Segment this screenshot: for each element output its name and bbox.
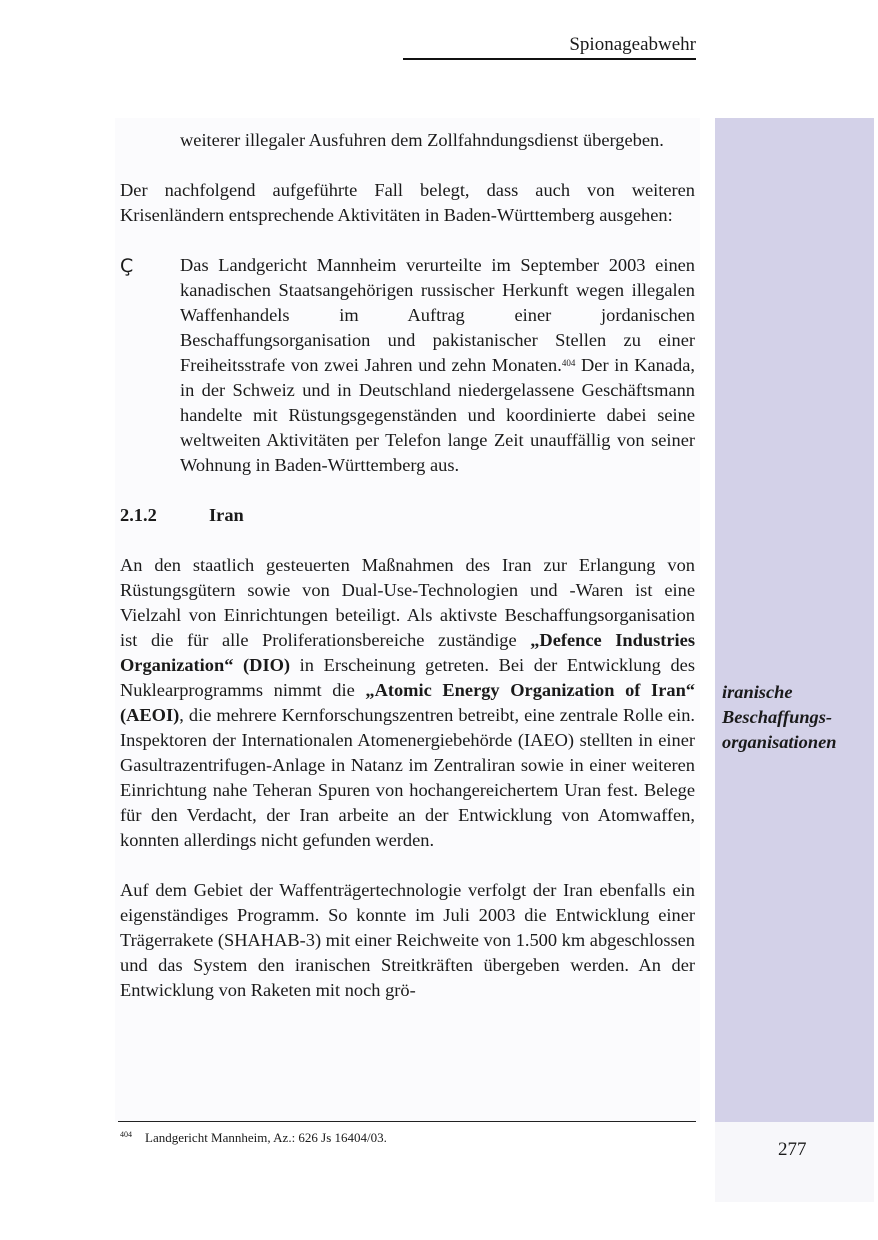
margin-panel-footer bbox=[715, 1122, 874, 1202]
margin-note: iranische Beschaffungs- organisationen bbox=[722, 682, 837, 752]
header-rule bbox=[403, 58, 696, 60]
paragraph-missile-program: Auf dem Gebiet der Waffenträgertechnologie verfolgt der Iran ebenfalls ein eigenständiges Programm. So konnte im Juli 2003 die Entwicklung einer Trägerrakete (SHAHAB-3) mit einer Reichweite von 1.500 km abgeschlossen und das System den iranischen Streitkräften übergeben werden. An der Entwicklung von Raketen mit noch grö- bbox=[120, 880, 695, 1000]
footnote bbox=[120, 1127, 387, 1146]
margin-panel bbox=[715, 118, 874, 1122]
org-aeoi: „Atomic Energy Organization of Iran“ (AEOI) bbox=[120, 680, 695, 725]
section-title: Iran bbox=[209, 505, 244, 525]
footnote-rule bbox=[118, 1121, 696, 1122]
paragraph-continuation: weiterer illegaler Ausfuhren dem Zollfahndungsdienst übergeben. bbox=[180, 130, 664, 150]
section-number: 2.1.2 bbox=[120, 505, 157, 525]
org-dio: „Defence Industries Organization“ (DIO) bbox=[120, 630, 695, 675]
footnote-reference: 404 bbox=[561, 358, 576, 368]
bullet-item bbox=[120, 253, 695, 478]
section-heading bbox=[120, 503, 695, 528]
main-text bbox=[120, 128, 695, 1003]
paragraph-iran-organizations: An den staatlich gesteuerten Maßnahmen des Iran zur Erlangung von Rüstungsgütern sowie von Dual-Use-Technologien und -Waren ist eine Vielzahl von Einrichtungen beteiligt. Als aktivste Beschaffungsorganisation ist die für alle Proliferationsbereiche zuständige „Defence Industries Organization“ (DIO) in Erscheinung getreten. Bei der Entwicklung des Nuklearprogramms nimmt die „Atomic Energy Organization of Iran“ (AEOI), die mehrere Kernforschungszentren betreibt, eine zentrale Rolle ein. Inspektoren der Internationalen Atomenergiebehörde (IAEO) stellten in einer Gasultrazentrifugen-Anlage in Natanz im Zentraliran sowie in einer weiteren Einrichtung nahe Teheran Spuren von hochangereichertem Uran fest. Belege für den Verdacht, der Iran arbeite an der Entwicklung von Atomwaffen, konnten allerdings nicht gefunden werden. bbox=[120, 555, 695, 850]
bullet-text: Das Landgericht Mannheim verurteilte im September 2003 einen kanadischen Staatsangehörigen russischer Herkunft wegen illegalen Waffenhandels im Auftrag einer jordanischen Beschaffungsorganisation und pakistanischer Stellen zu einer Freiheitsstrafe von zwei Jahren und zehn Monaten.$^{404}$ Der in Kanada, in der Schweiz und in Deutschland niedergelassene Geschäftsmann handelte mit Rüstungsgegenständen und koordinierte dabei seine weltweiten Aktivitäten per Telefon lange Zeit unauffällig von seiner Wohnung in Baden-Württemberg aus. bbox=[180, 255, 695, 475]
footnote-number: 404 bbox=[120, 1130, 132, 1139]
bullet-marker: Ç bbox=[120, 255, 134, 277]
running-header: Spionageabwehr bbox=[569, 34, 696, 55]
paragraph-intro: Der nachfolgend aufgeführte Fall belegt, dass auch von weiteren Krisenländern entsprechende Aktivitäten in Baden-Württemberg ausgehen: bbox=[120, 180, 695, 225]
footnote-text: Landgericht Mannheim, Az.: 626 Js 16404/03. bbox=[145, 1130, 387, 1145]
page-number: 277 bbox=[778, 1139, 807, 1160]
